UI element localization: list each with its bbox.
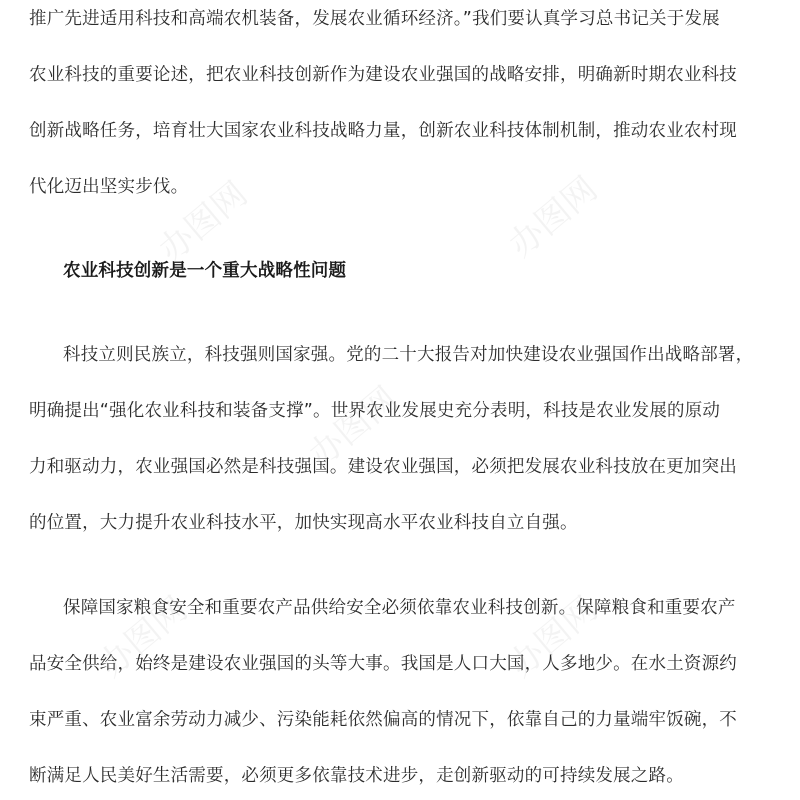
paragraph-line: 代化迈出坚实步伐。	[29, 177, 189, 197]
paragraph-line: 断满足人民美好生活需要，必须更多依靠技术进步，走创新驱动的可持续发展之路。	[29, 766, 684, 786]
paragraph-line: 力和驱动力，农业强国必然是科技强国。建设农业强国，必须把发展农业科技放在更加突出	[29, 457, 737, 477]
watermark: 办图网	[91, 589, 196, 686]
paragraph-line: 农业科技的重要论述，把农业科技创新作为建设农业强国的战略安排，明确新时期农业科技	[29, 65, 737, 85]
paragraph-line: 明确提出“强化农业科技和装备支撑”。世界农业发展史充分表明，科技是农业发展的原动	[29, 401, 721, 421]
paragraph-line: 束严重、农业富余劳动力减少、污染能耗依然偏高的情况下，依靠自己的力量端牢饭碗，不	[29, 710, 737, 730]
section-heading: 农业科技创新是一个重大战略性问题	[63, 261, 347, 281]
watermark: 办图网	[501, 589, 606, 686]
paragraph-line: 品安全供给，始终是建设农业强国的头等大事。我国是人口大国，人多地少。在水土资源约	[29, 654, 737, 674]
paragraph-line: 保障国家粮食安全和重要农产品供给安全必须依靠农业科技创新。保障粮食和重要农产	[63, 598, 736, 618]
watermark: 办图网	[151, 174, 256, 271]
paragraph-line: 的位置，大力提升农业科技水平，加快实现高水平农业科技自立自强。	[29, 513, 578, 533]
paragraph-line: 科技立则民族立，科技强则国家强。党的二十大报告对加快建设农业强国作出战略部署，	[63, 345, 754, 365]
watermark: 办图网	[301, 379, 406, 476]
paragraph-line: 创新战略任务，培育壮大国家农业科技战略力量，创新农业科技体制机制，推动农业农村现	[29, 121, 737, 141]
paragraph-line: 推广先进适用科技和高端农机装备，发展农业循环经济。”我们要认真学习总书记关于发展	[29, 9, 720, 29]
watermark: 办图网	[501, 169, 606, 266]
